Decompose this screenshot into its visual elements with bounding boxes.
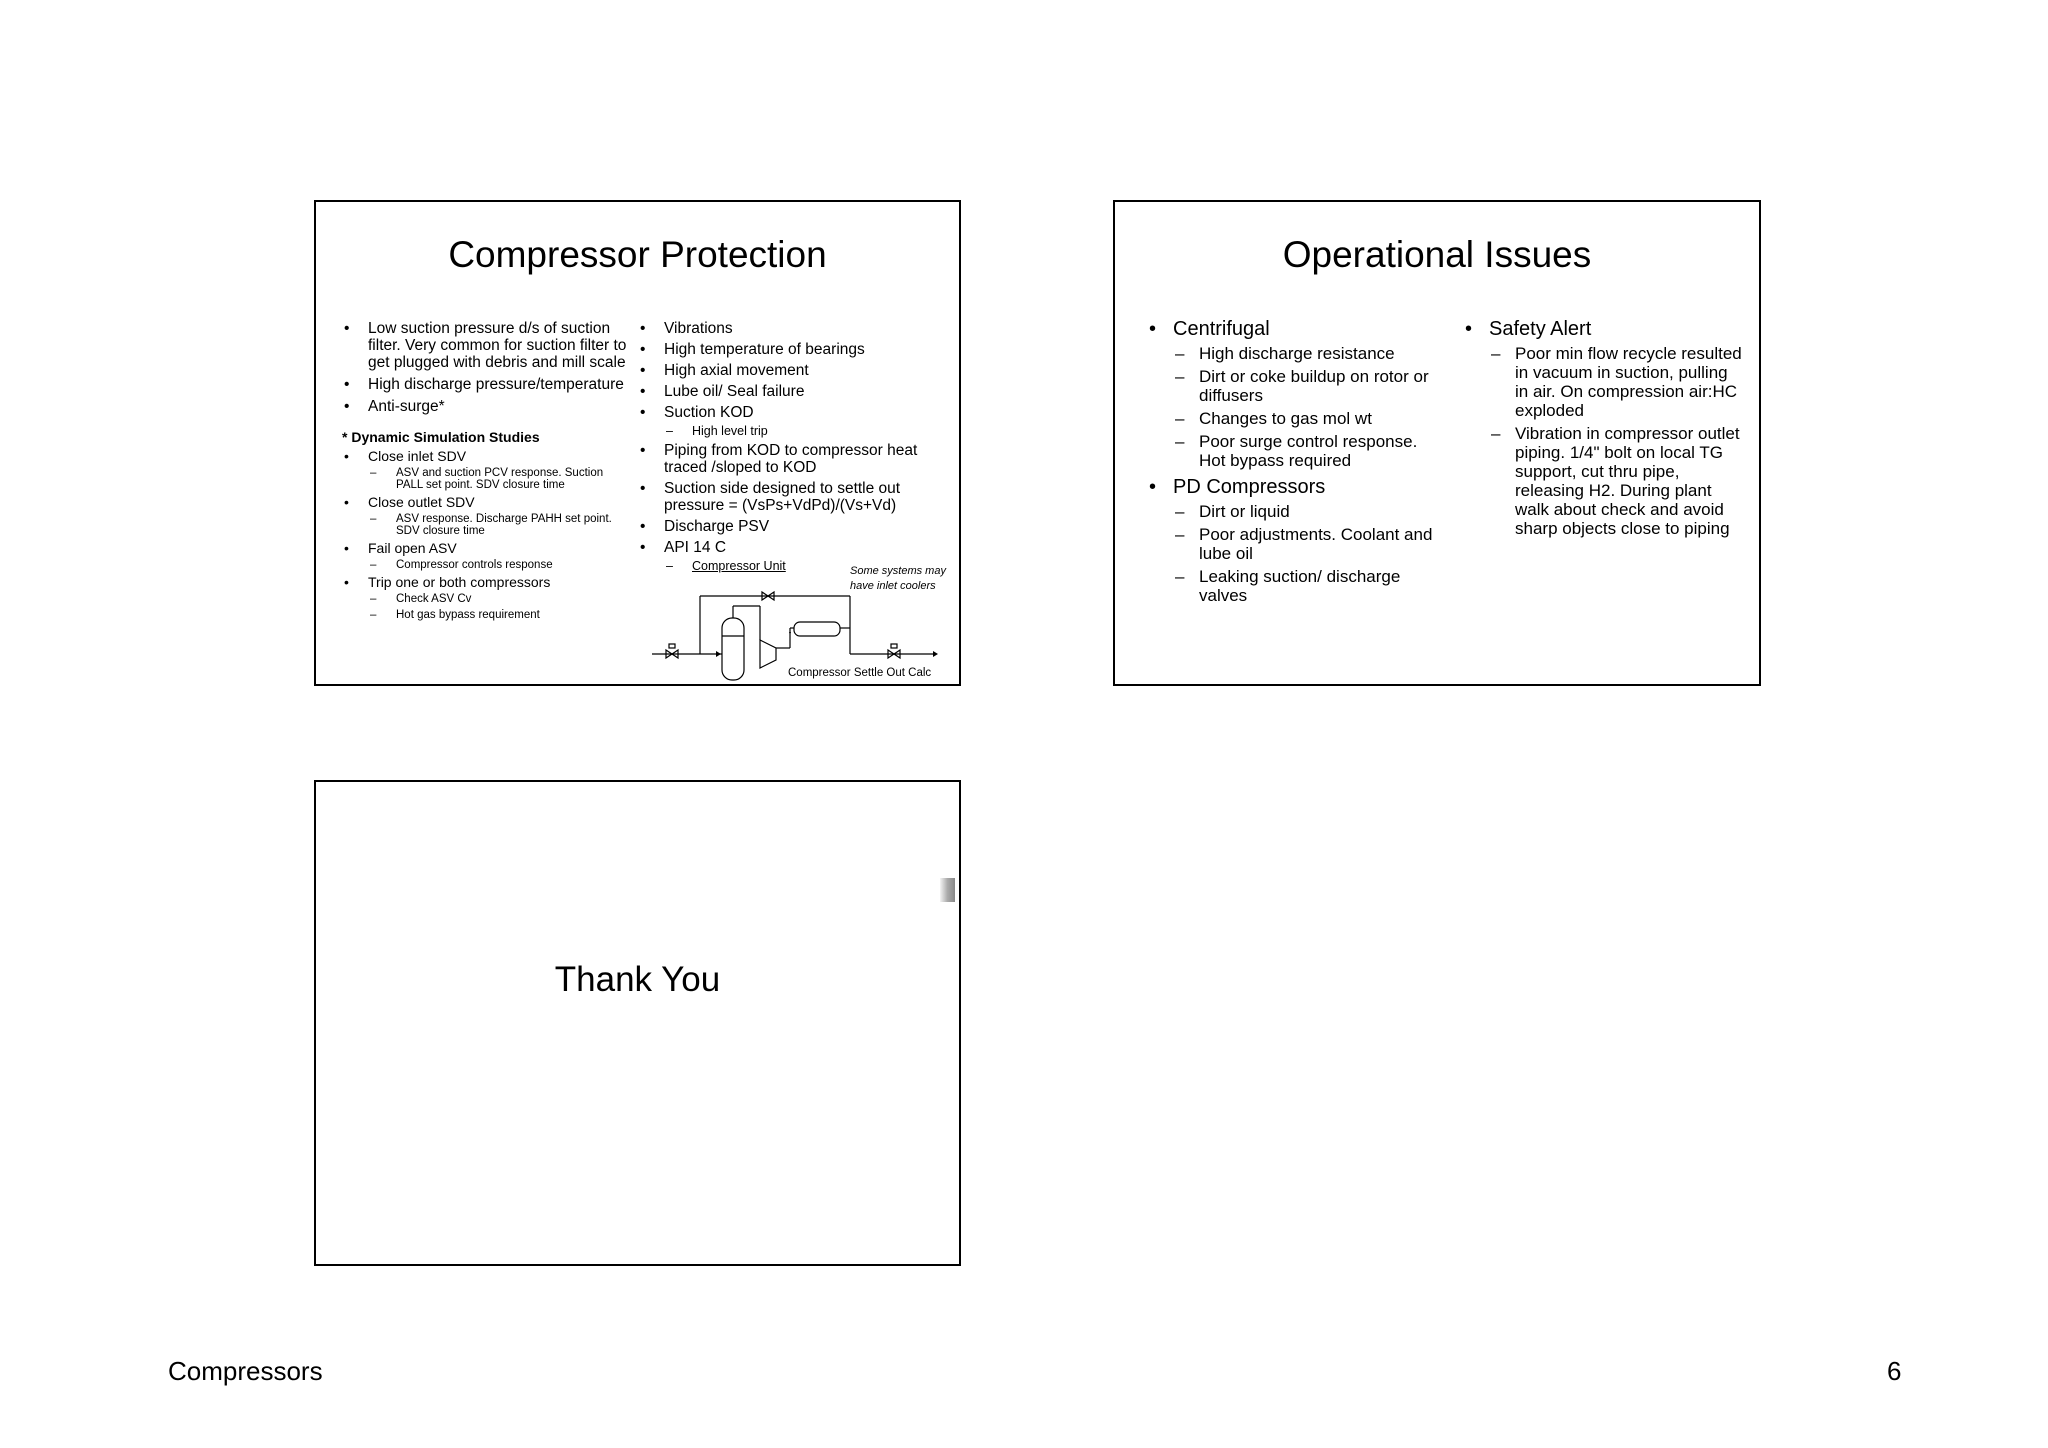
left-column (342, 320, 632, 625)
bullet-item: • Close outlet SDV – ASV response. Discharge PAHH set point. SDV closure time (342, 495, 632, 537)
inlet-coolers-note: Some systems may have inlet coolers (850, 565, 946, 592)
footer-title: Compressors (168, 1356, 323, 1386)
slide-compressor-protection (314, 200, 961, 686)
sub-bullet-item: – Changes to gas mol wt (1173, 409, 1437, 428)
bullet-item: • PD Compressors – Dirt or liquid – Poor adjustments. Coolant and lube oil – Leaking suction/ discharge valves (1147, 476, 1437, 605)
diagram-caption: Compressor Settle Out Calc (788, 667, 932, 679)
sub-bullet-item: – ASV and suction PCV response. Suction PALL set point. SDV closure time (368, 467, 632, 491)
bullet-item: • Suction side designed to settle out pressure = (VsPs+VdPd)/(Vs+Vd) (638, 480, 938, 514)
bullet-item: • High discharge pressure/temperature (342, 376, 632, 393)
sub-bullet-item: – High level trip (664, 424, 938, 438)
bullet-item: • High temperature of bearings (638, 341, 938, 358)
scan-smudge (940, 878, 955, 902)
bullet-item: • Piping from KOD to compressor heat traced /sloped to KOD (638, 442, 938, 476)
bullet-item: • Discharge PSV (638, 518, 938, 535)
sub-bullet-item: – Poor min flow recycle resulted in vacuum in suction, pulling in air. On compression air:HC exploded (1489, 344, 1743, 420)
left-column (1147, 318, 1437, 611)
sub-bullet-item: – Hot gas bypass requirement (368, 609, 632, 621)
sub-bullet-item: – Check ASV Cv (368, 593, 632, 605)
sub-bullet-item: – Poor surge control response. Hot bypass required (1173, 432, 1437, 470)
slide-title: Operational Issues (1282, 234, 1592, 275)
bullet-item: • Close inlet SDV – ASV and suction PCV response. Suction PALL set point. SDV closure time (342, 449, 632, 491)
sub-bullet-item: – Leaking suction/ discharge valves (1173, 567, 1437, 605)
bullet-item: • API 14 C – Compressor Unit (638, 539, 938, 573)
sub-bullet-item: – Dirt or coke buildup on rotor or diffusers (1173, 367, 1437, 405)
bullet-item: • Anti-surge* (342, 398, 632, 415)
sub-bullet-item: – Compressor controls response (368, 559, 632, 571)
right-column (638, 320, 938, 577)
sub-bullet-item: – Dirt or liquid (1173, 502, 1437, 521)
slide-thank-you (314, 780, 961, 1266)
bullet-item: • Centrifugal – High discharge resistance – Dirt or coke buildup on rotor or diffusers – Changes to gas mol wt – Poor surge control response. Hot bypass required (1147, 318, 1437, 470)
bullet-item: • Fail open ASV – Compressor controls response (342, 541, 632, 571)
sub-bullet-item: – Vibration in compressor outlet piping. 1/4" bolt on local TG support, cut thru pipe, releasing H2. During plant walk about check and avoid sharp objects close to piping (1489, 424, 1743, 538)
sub-bullet-item: – High discharge resistance (1173, 344, 1437, 363)
bullet-item: • Trip one or both compressors – Check ASV Cv – Hot gas bypass requirement (342, 575, 632, 621)
slide-title: Compressor Protection (448, 234, 827, 275)
bullet-item: • Vibrations (638, 320, 938, 337)
slide-operational-issues (1113, 200, 1761, 686)
sub-bullet-item: – Compressor Unit (664, 559, 938, 573)
bullet-item: • Safety Alert – Poor min flow recycle resulted in vacuum in suction, pulling in air. On compression air:HC exploded – Vibration in compressor outlet piping. 1/4" bolt on local TG support, cut thru pipe, releasing H2. During plant walk about check and avoid sharp objects close to piping (1463, 318, 1743, 538)
slide-title: Thank You (554, 960, 721, 999)
page-number: 6 (1887, 1356, 1902, 1386)
right-column (1463, 318, 1743, 542)
bullet-item: • Low suction pressure d/s of suction filter. Very common for suction filter to get plugged with debris and mill scale (342, 320, 632, 371)
bullet-item: • Lube oil/ Seal failure (638, 383, 938, 400)
dynamic-simulation-heading: * Dynamic Simulation Studies (342, 429, 540, 445)
sub-bullet-item: – Poor adjustments. Coolant and lube oil (1173, 525, 1437, 563)
bullet-item: • High axial movement (638, 362, 938, 379)
sub-bullet-item: – ASV response. Discharge PAHH set point. SDV closure time (368, 513, 632, 537)
bullet-item: • Suction KOD – High level trip (638, 404, 938, 438)
